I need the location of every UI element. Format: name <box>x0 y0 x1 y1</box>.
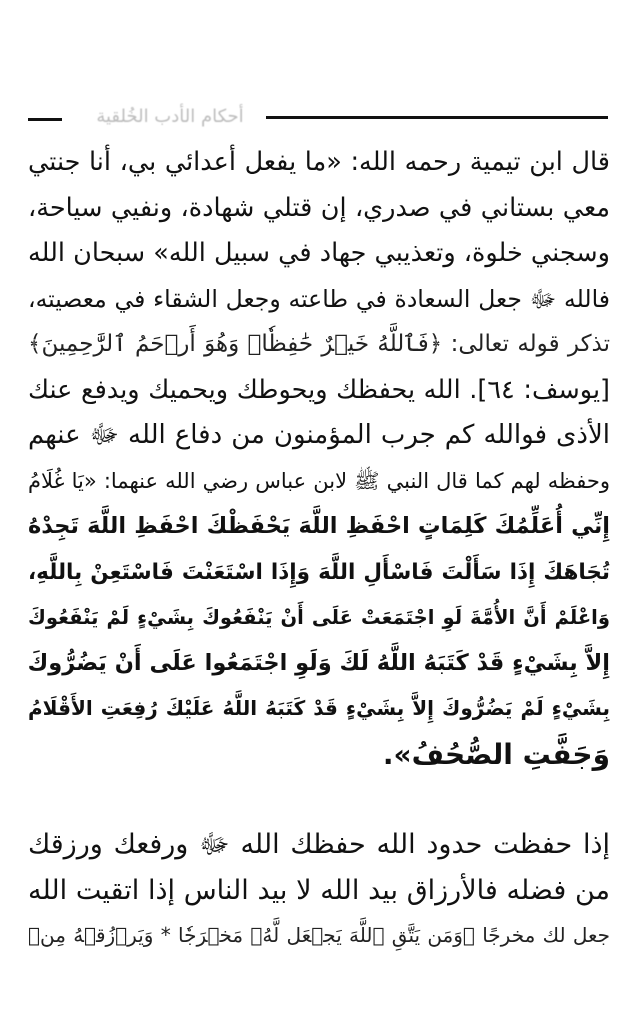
hadith-line-last: وَجَفَّتِ الصُّحُفُ». <box>382 737 610 771</box>
running-title: أحكام الأدب الخُلقية <box>96 106 244 127</box>
paragraph-gap <box>28 777 610 822</box>
page-header <box>28 96 610 136</box>
hadith-line: بِشَيْءٍ لَمْ يَضُرُّوكَ إِلاَّ بِشَيْءٍ قَدْ كَتَبَهُ اللَّهُ عَلَيْكَ رُفِعَتِ الأَقْلَامُ <box>28 696 610 720</box>
hadith-line: تُجَاهَكَ إِذَا سَأَلْتَ فَاسْأَلِ اللَّهَ وَإِذَا اسْتَعَنْتَ فَاسْتَعِنْ بِاللَّهِ، <box>28 559 610 585</box>
text-line: وسجني خلوة، وتعذيبي جهاد في سبيل الله» سبحان الله <box>28 238 610 268</box>
text-line: الأذى فوالله كم جرب المؤمنون من دفاع الله ﷻ عنهم <box>28 420 610 450</box>
quran-verse-line: تذكر قوله تعالى: ﴿فَٱللَّهُ خَيۡرٌ حَٰفِظٗاۖ وَهُوَ أَرۡحَمُ ٱلرَّٰحِمِينَ﴾ <box>28 331 610 357</box>
header-rule-left <box>28 118 62 121</box>
hadith-line: إِلاَّ بِشَيْءٍ قَدْ كَتَبَهُ اللَّهُ لَكَ وَلَوِ اجْتَمَعُوا عَلَى أَنْ يَضُرُّوكَ <box>27 649 610 676</box>
hadith-line: إِنِّي أُعَلِّمُكَ كَلِمَاتٍ احْفَظِ اللَّهَ يَحْفَظْكَ احْفَظِ اللَّهَ تَجِدْهُ <box>28 513 610 539</box>
text-line: من فضله فالأرزاق بيد الله لا بيد الناس إذا اتقيت الله <box>28 874 610 906</box>
text-line: معي بستاني في صدري، إن قتلي شهادة، ونفيي سياحة، <box>28 192 610 223</box>
page-body <box>28 140 610 959</box>
text-line: فالله ﷻ جعل السعادة في طاعته وجعل الشقاء في معصيته، <box>28 284 610 313</box>
quran-verse-line: جعل لك مخرجًا ﴿وَمَن يَتَّقِ ٱللَّهَ يَجۡعَل لَّهُۥ مَخۡرَجٗا * وَيَرۡزُقۡهُ مِنۡ <box>28 923 610 947</box>
paragraph-2 <box>28 822 610 959</box>
text-line: إذا حفظت حدود الله حفظك الله ﷻ ورفعك ورزقك <box>28 829 610 860</box>
text-line: [يوسف: ٦٤]. الله يحفظك ويحوطك ويحميك ويدفع عنك <box>28 374 610 405</box>
header-rule-right <box>266 116 608 119</box>
hadith-line: وَاعْلَمْ أَنَّ الأُمَّةَ لَوِ اجْتَمَعَتْ عَلَى أَنْ يَنْفَعُوكَ بِشَيْءٍ لَمْ يَنْفَعُوكَ <box>28 606 610 629</box>
text-line: قال ابن تيمية رحمه الله: «ما يفعل أعدائي بي، أنا جنتي <box>28 147 610 177</box>
text-line: وحفظه لهم كما قال النبي ﷺ لابن عباس رضي الله عنهما: «يَا غُلَامُ <box>28 468 610 493</box>
paragraph-1 <box>28 140 610 777</box>
